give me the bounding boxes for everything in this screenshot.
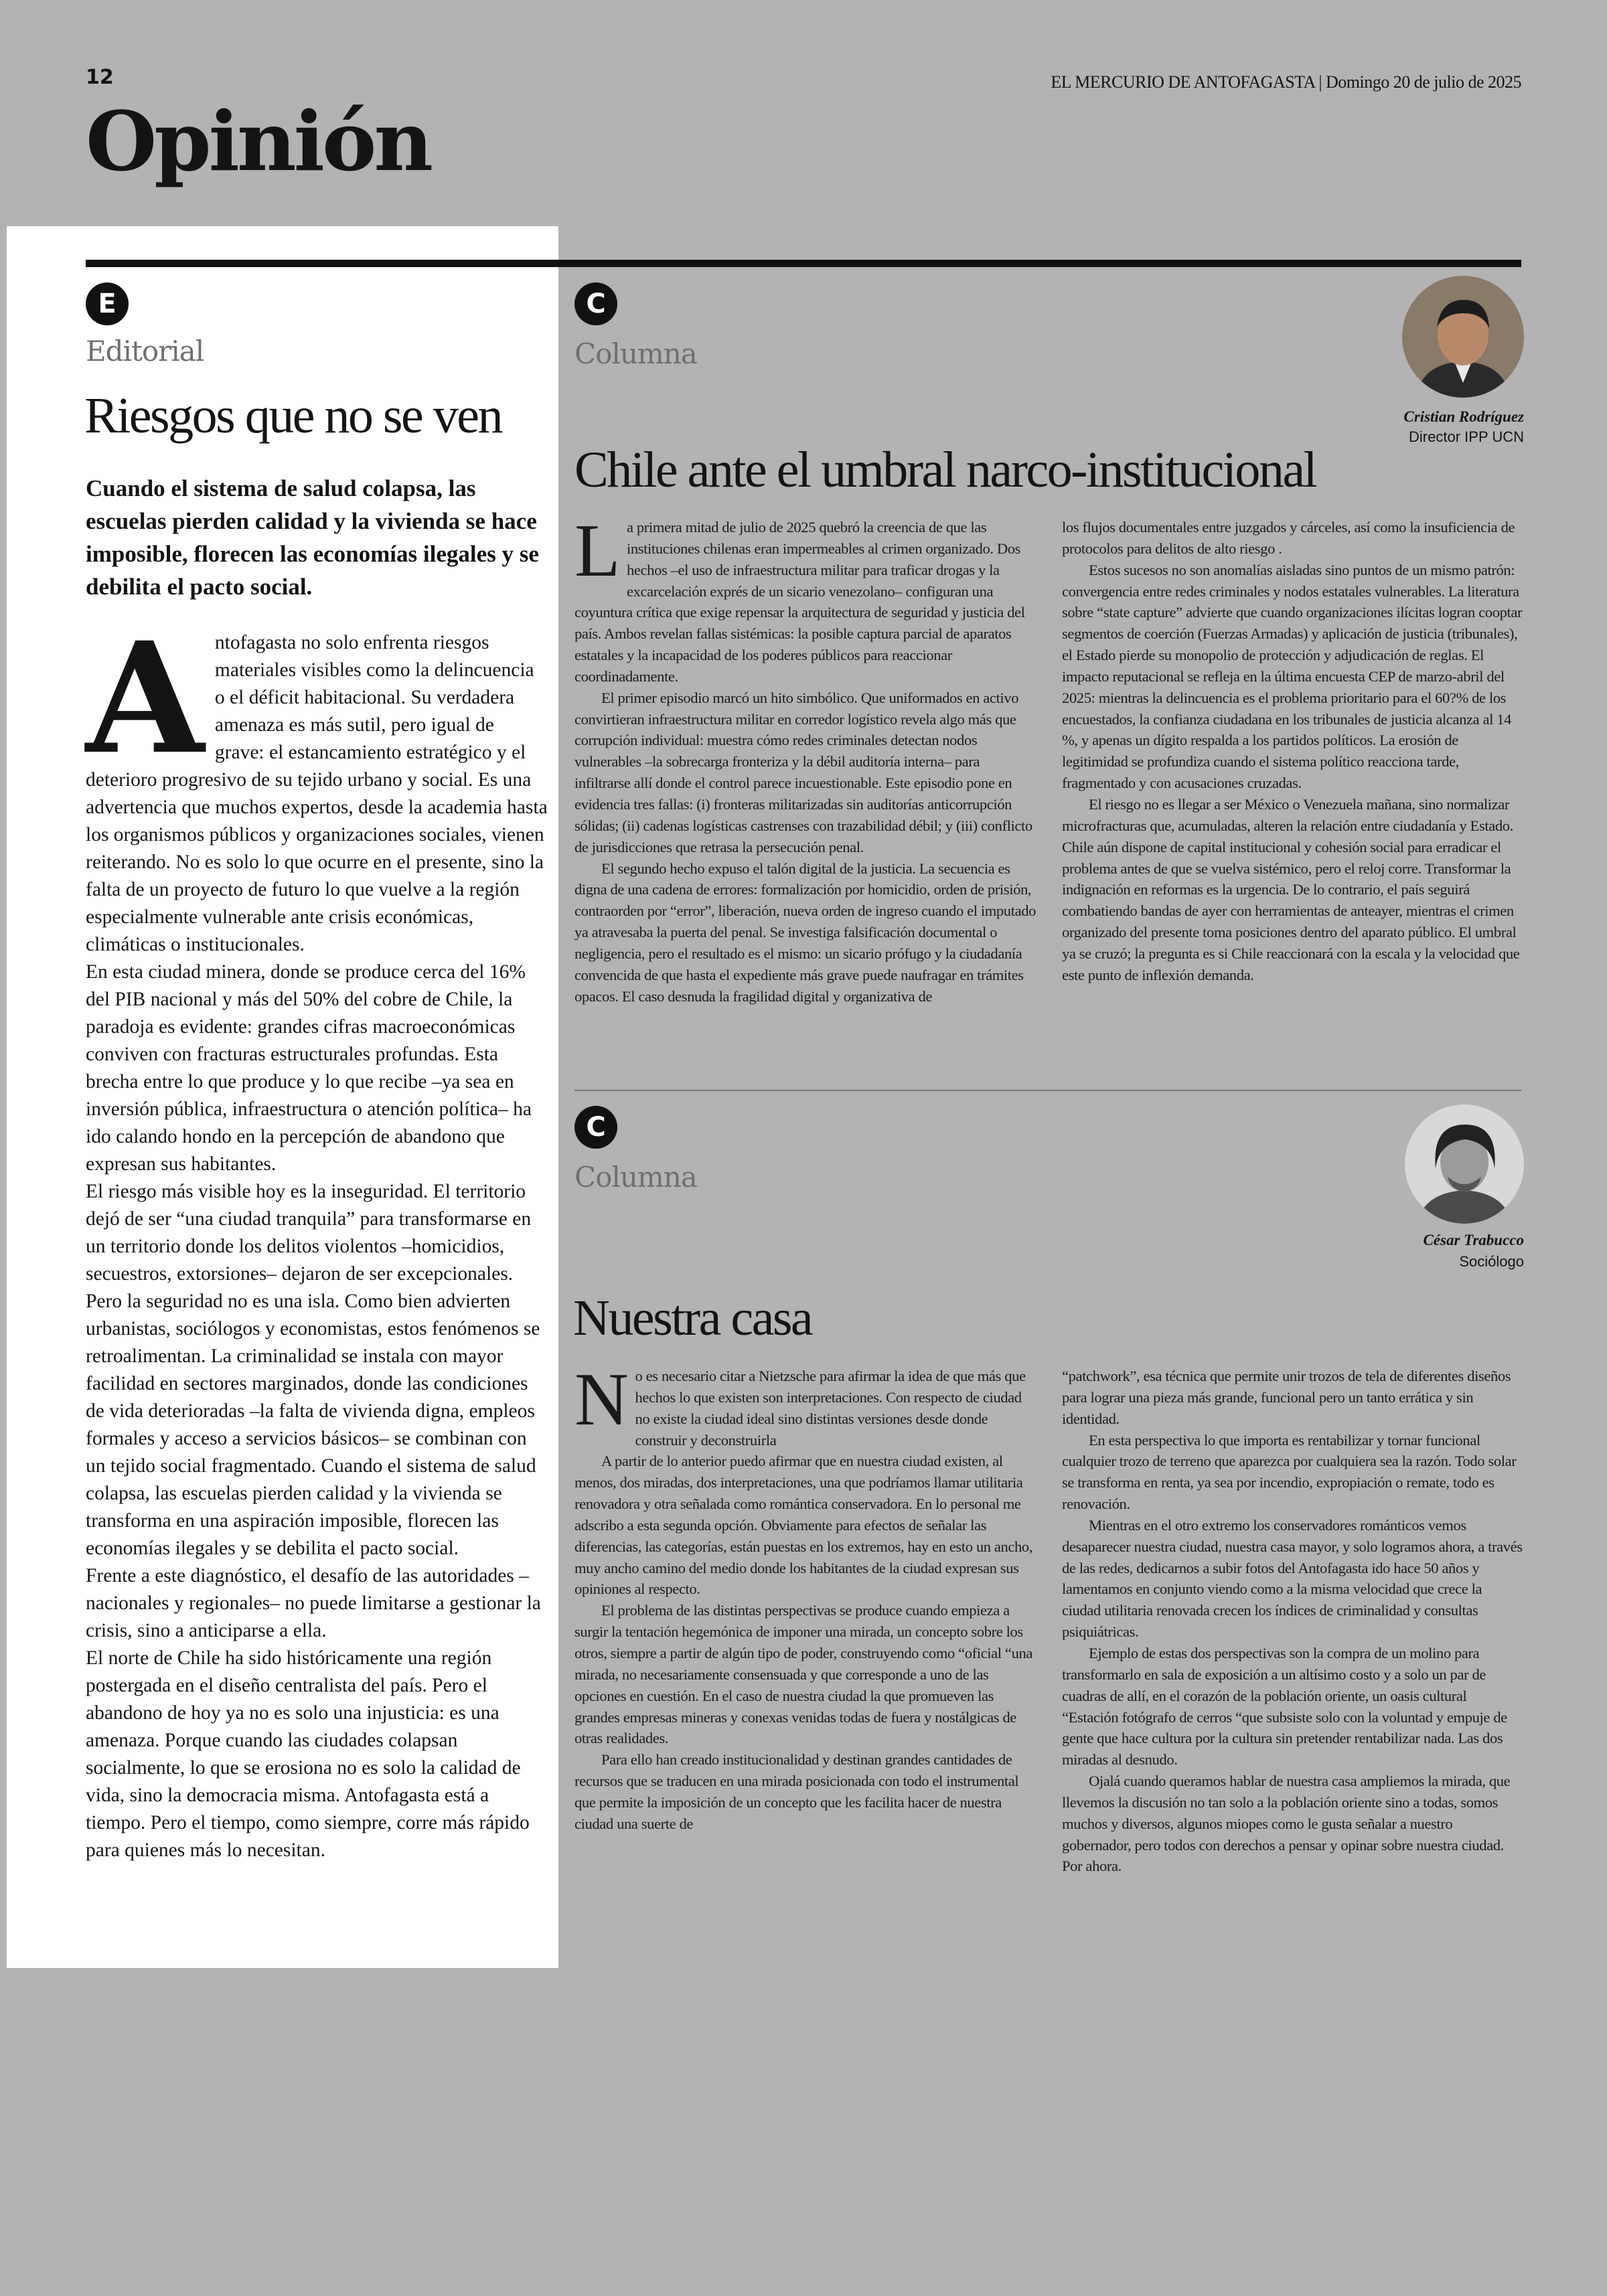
column2-text-left [575, 1358, 1037, 1835]
editorial-paragraph: El riesgo más visible hoy es la inseguridad. El territorio dejó de ser “una ciudad tranquila” para transformarse en un territorio donde los delitos violentos –homicidios, secuestros, extorsiones– dejaron de ser excepcionales. [86, 1181, 532, 1285]
columns-top-rule [556, 260, 1521, 267]
column2-paragraph: Ejemplo de estas dos perspectivas son la compra de un molino para transformarlo en sala de exposición a un altísimo costo y a solo un par de cuadras de allí, en el corazón de la población oriente, un oasis cultural “Estación fotógrafo de cerros “que subsiste solo con la voluntad y empuje de gente que hace cultura por la cultura sin pretender rentabilizar nada. Las dos miradas al desnudo. [1062, 1644, 1507, 1769]
editorial-paragraph: Pero la seguridad no es una isla. Como bien advierten urbanistas, sociólogos y economistas, estos fenómenos se retroalimentan. La criminalidad se instala con mayor facilidad en sectores marginados, donde las condiciones de vida deterioradas –la falta de vivienda digna, empleos formales y acceso a servicios básicos– se combinan con un tejido social fragmentado. Cuando el sistema de salud colapsa, las escuelas pierden calidad y la vivienda se transforma en una aspiración imposible, florecen las economías ilegales y se debilita el pacto social. [86, 1291, 540, 1559]
column1-author-role: Director IPP UCN [1409, 428, 1524, 445]
editorial-dropcap: A [86, 608, 204, 788]
editorial-headline: Riesgos que no se ven [84, 388, 502, 444]
column1-paragraph: El riesgo no es llegar a ser México o Venezuela mañana, sino normalizar microfracturas que, acumuladas, alteren la relación entre ciudadanía y Estado. Chile aún dispone de capital institucional y cohesión social para erradicar el problema antes de que se vuelva sistémico, pero el reloj corre. Transformar la indignación en reformas es la urgencia. De lo contrario, el país seguirá combatiendo bandas de ayer con herramientas de anteayer, mientras el crimen organizado del presente toma posiciones dentro del aparato público. El umbral ya se cruzó; la pregunta es si Chile reaccionará con la escala y la velocidad que este punto de inflexión demanda. [1062, 795, 1520, 983]
column1-author-photo [1402, 276, 1524, 398]
column-separator [575, 1090, 1521, 1091]
column2-author-role: Sociólogo [1459, 1253, 1524, 1270]
editorial-badge: E [86, 282, 129, 325]
editorial-body [86, 608, 548, 1864]
column1-dropcap: L [575, 509, 621, 592]
editorial-paragraph: Frente a este diagnóstico, el desafío de las autoridades –nacionales y regionales– no puede limitarse a gestionar la crisis, sino a anticiparse a ella. [86, 1565, 541, 1641]
column1-paragraph: a primera mitad de julio de 2025 quebró la creencia de que las instituciones chilenas eran impermeables al crimen organizado. Dos hechos –el uso de infraestructura militar para traficar drogas y la excarcelación exprés de un sicario venezolano– configuran una coyuntura crítica que exige repensar la arquitectura de seguridad y justicia del país. Ambos revelan fallas sistémicas: la posible captura parcial de aparatos estatales y la incapacidad de los poderes públicos para reaccionar coordinadamente. [575, 519, 1025, 685]
column2-paragraph: En esta perspectiva lo que importa es rentabilizar y tornar funcional cualquier trozo de terreno que aparezca por cualquiera sea la razón. Todo solar se transforma en renta, ya sea por incendio, expropiación o remate, todo es renovación. [1062, 1431, 1517, 1513]
editorial-paragraph: ntofagasta no solo enfrenta riesgos materiales visibles como la delincuencia o el déficit habitacional. Su verdadera amenaza es más sutil, pero igual de grave: el estancamiento estratégico y el deterioro progresivo de su tejido urbano y social. Es una advertencia que muchos expertos, desde la academia hasta los organismos públicos y organizaciones sociales, vienen reiterando. No es solo lo que ocurre en el presente, sino la falta de un proyecto de futuro lo que vuelve a la región especialmente vulnerable ante crisis económicas, climáticas o institucionales. [86, 632, 548, 955]
column1-paragraph: Estos sucesos no son anomalías aisladas sino puntos de un mismo patrón: convergencia entre redes criminales y nodos estatales vulnerables. La literatura sobre “state capture” advierte que cuando organizaciones ilícitas logran cooptar segmentos de coerción (Fuerzas Armadas) y aplicación de justicia (tribunales), el Estado pierde su monopolio de protección y adjudicación de reglas. El impacto reputacional se refleja en la última encuesta CEP de marzo-abril del 2025: mientras la delincuencia es el problema prioritario para el 60?% de los encuestados, la confianza ciudadana en los tribunales de justicia alcanza al 14 %, y apenas un dígito respalda a los partidos políticos. La erosión de legitimidad se profundiza cuando el sistema político reacciona tarde, fragmentado y con acusaciones cruzadas. [1062, 561, 1523, 792]
column1-kicker: Columna [575, 337, 697, 370]
column2-badge: C [575, 1106, 617, 1149]
column2-headline: Nuestra casa [573, 1290, 812, 1346]
column2-paragraph: o es necesario citar a Nietzsche para afirmar la idea de que más que hechos lo que existen son interpretaciones. Con respecto de ciudad no existe la ciudad ideal sino distintas versiones desde donde construir y deconstruirla [635, 1368, 1026, 1449]
column1-paragraph: El segundo hecho expuso el talón digital de la justicia. La secuencia es digna de una cadena de errores: formalización por homicidio, orden de prisión, contraorden por “error”, liberación, nueva orden de ingreso cuando el imputado ya atravesaba la puerta del penal. Se investiga falsificación documental o negligencia, pero el resultado es el mismo: un sicario prófugo y la ciudadanía convencida de que hasta el expediente más grave puede naufragar en trámites opacos. El caso desnuda la fragilidad digital y organizativa de [575, 859, 1036, 1005]
column2-paragraph: Ojalá cuando queramos hablar de nuestra casa ampliemos la mirada, que llevemos la discusión no tan solo a la población oriente sino a todas, somos muchos y diversos, algunos miopes como le gusta señalar a nuestro gobernador, pero todos con derechos a pensar y opinar sobre nuestra ciudad. Por ahora. [1062, 1773, 1511, 1875]
column2-text-right [1062, 1366, 1524, 1877]
editorial-paragraph: En esta ciudad minera, donde se produce cerca del 16% del PIB nacional y más del 50% del cobre de Chile, la paradoja es evidente: grandes cifras macroeconómicas conviven con fracturas estructurales profundas. Esta brecha entre lo que produce y lo que recibe –ya sea en inversión pública, infraestructura o atención política– ha ido calando hondo en la percepción de abandono que expresan sus habitantes. [86, 961, 532, 1175]
column2-paragraph: Mientras en el otro extremo los conservadores románticos vemos desaparecer nuestra ciudad, nuestra casa mayor, y solo logramos ahora, a través de las redes, dedicarnos a subir fotos del Antofagasta ido hace 50 años y lamentamos en conjunto viendo como a la misma velocidad que crece la ciudad utilitaria renovada crecen los índices de criminalidad y consultas psiquiátricas. [1062, 1516, 1523, 1641]
editorial-paragraph: El norte de Chile ha sido históricamente una región postergada en el diseño centralista del país. Pero el abandono de hoy ya no es solo una injusticia: es una amenaza. Porque cuando las ciudades colapsan socialmente, lo que se erosiona no es solo la calidad de vida, sino la democracia misma. Antofagasta está a tiempo. Pero el tiempo, como siempre, corre más rápido para quienes más lo necesitan. [86, 1647, 530, 1861]
column1-badge: C [575, 282, 617, 325]
column1-paragraph: El primer episodio marcó un hito simbólico. Que uniformados en activo convirtieran infraestructura militar en corredor logístico revela algo más que corrupción individual: muestra cómo redes criminales detectan nodos vulnerables –la sobrecarga fronteriza y la débil auditoría interna– para infiltrarse allí donde el control parece incuestionable. Este episodio pone en evidencia tres fallas: (i) fronteras militarizadas sin auditorías anticorrupción sólidas; (ii) cadenas logísticas castrenses con trazabilidad débil; y (iii) conflicto de jurisdicciones que retrasa la persecución penal. [575, 689, 1032, 855]
column1-headline: Chile ante el umbral narco-institucional [575, 442, 1316, 498]
column2-author-photo [1405, 1104, 1524, 1224]
editorial-kicker: Editorial [86, 335, 204, 367]
editorial-top-rule [86, 260, 557, 267]
column2-paragraph: Para ello han creado institucionalidad y destinan grandes cantidades de recursos que se traducen en una mirada posicionada con todo el instrumental que permite la imposición de un concepto que les facilita hacer de nuestra ciudad una suerte de [575, 1751, 1019, 1832]
portrait-icon [1405, 1104, 1524, 1224]
page-number: 12 [86, 66, 114, 89]
portrait-icon [1402, 276, 1524, 398]
column1-author-name: Cristian Rodríguez [1403, 408, 1524, 425]
column2-dropcap: N [575, 1358, 629, 1441]
column2-paragraph: El problema de las distintas perspectivas se produce cuando empieza a surgir la tentación hegemónica de imponer una mirada, un concepto sobre los otros, siempre a partir de algún tipo de poder, construyendo como “oficial “una mirada, no necesariamente consensuada y que corresponde a uno de las opciones en cuestión. En el caso de nuestra ciudad la que promueven las grandes empresas mineras y conexas venidas todas de fuera y nostálgicas de otras realidades. [575, 1602, 1032, 1747]
column1-paragraph: los flujos documentales entre juzgados y cárceles, así como la insuficiencia de protocolos para delitos de alto riesgo . [1062, 519, 1515, 557]
editorial-lead: Cuando el sistema de salud colapsa, las escuelas pierden calidad y la vivienda se hace imposible, florecen las economías ilegales y se debilita el pacto social. [86, 475, 539, 600]
column1-text-right [1062, 517, 1524, 986]
column2-author-name: César Trabucco [1423, 1232, 1524, 1248]
column2-kicker: Columna [575, 1161, 697, 1194]
masthead: EL MERCURIO DE ANTOFAGASTA | Domingo 20 de julio de 2025 [1051, 72, 1521, 92]
column2-paragraph: “patchwork”, esa técnica que permite unir trozos de tela de diferentes diseños para lograr una pieza más grande, funcional pero un tanto errática y sin identidad. [1062, 1368, 1511, 1427]
section-title: Opinión [86, 93, 431, 189]
column2-paragraph: A partir de lo anterior puedo afirmar que en nuestra ciudad existen, al menos, dos miradas, dos interpretaciones, una que podríamos llamar utilitaria renovadora y otra señalada como romántica conservadora. En lo personal me adscribo a esta segunda opción. Obviamente para efectos de señalar las diferencias, las categorías, están puestas en los extremos, hay en esto un ancho, muy ancho camino del medio donde los habitantes de la ciudad expresan sus opiniones al respecto. [575, 1453, 1033, 1598]
column1-text-left [575, 509, 1037, 1007]
